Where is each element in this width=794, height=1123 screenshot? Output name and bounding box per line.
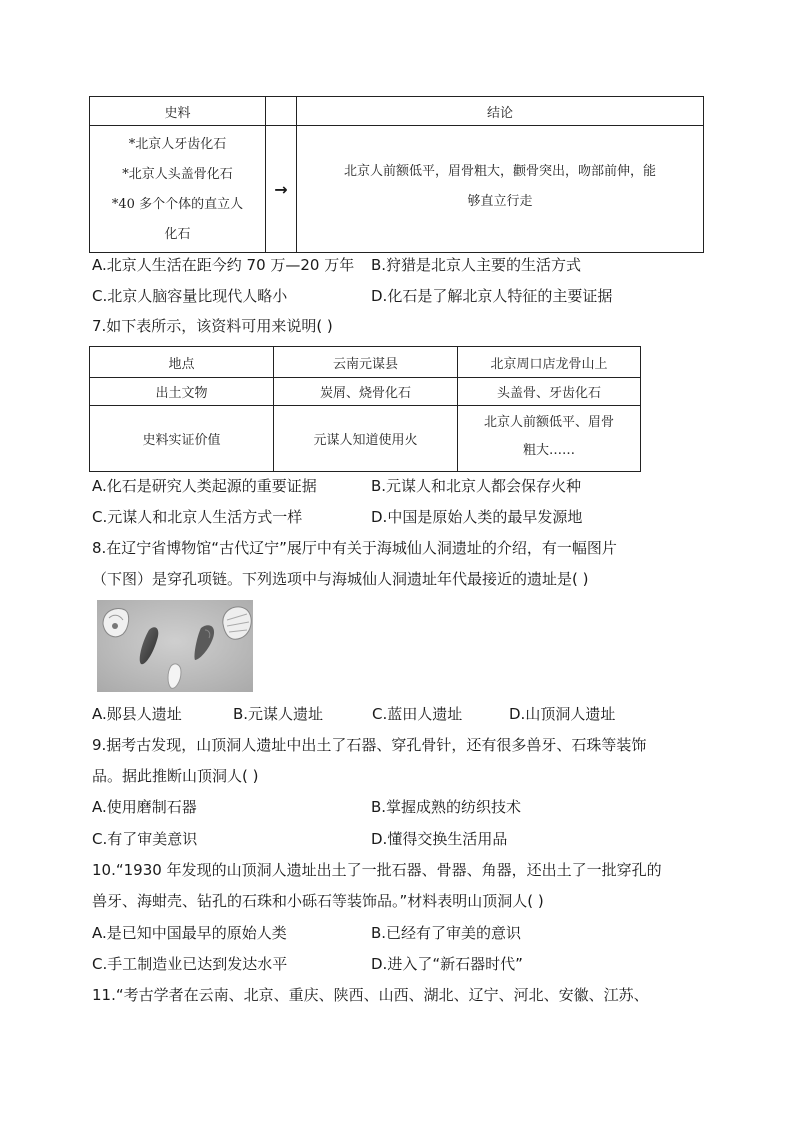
- table2-header-location: 地点: [168, 356, 195, 372]
- q10-stem-line1: 10.“1930 年发现的山顶洞人遗址出土了一批石器、骨器、角器，还出土了一批穿孔的: [92, 861, 662, 879]
- table2-row1-zhoukoudian: 头盖骨、牙齿化石: [496, 386, 601, 401]
- q10-stem-line2: 兽牙、海蚶壳、钻孔的石珠和小砾石等装饰品。”材料表明山顶洞人( ): [92, 892, 544, 910]
- perforated-necklace-photo: [97, 600, 253, 692]
- q9-option-b: B.掌握成熟的纺织技术: [371, 798, 522, 816]
- q8-option-b: B.元谋人遗址: [233, 705, 324, 723]
- q9-stem-line2: 品。据此推断山顶洞人( ): [92, 767, 259, 785]
- q7-option-c: C.元谋人和北京人生活方式一样: [92, 508, 303, 526]
- table2-row2-label: 史料实证价值: [142, 433, 221, 448]
- q6-option-a: A.北京人生活在距今约 70 万—20 万年: [92, 256, 355, 274]
- q9-option-a: A.使用磨制石器: [92, 798, 197, 816]
- q10-option-c: C.手工制造业已达到发达水平: [92, 955, 288, 973]
- q8-option-c: C.蓝田人遗址: [372, 705, 463, 723]
- arrow-icon: →: [274, 179, 288, 199]
- q11-stem-line1: 11.“考古学者在云南、北京、重庆、陕西、山西、湖北、辽宁、河北、安徽、江苏、: [92, 986, 649, 1004]
- table2-header-yuanmou: 云南元谋县: [332, 356, 398, 372]
- q7-stem: 7.如下表所示，该资料可用来说明( ): [92, 317, 333, 335]
- table2-row2-zhoukoudian: 北京人前额低平、眉骨 粗大……: [483, 415, 614, 458]
- q9-option-c: C.有了审美意识: [92, 830, 198, 848]
- q7-option-b: B.元谋人和北京人都会保存火种: [371, 477, 582, 495]
- q7-option-d: D.中国是原始人类的最早发源地: [371, 508, 583, 526]
- q6-option-b: B.狩猎是北京人主要的生活方式: [371, 256, 582, 274]
- q8-stem-line2: （下图）是穿孔项链。下列选项中与海城仙人洞遗址年代最接近的遗址是( ): [92, 570, 589, 588]
- q10-option-a: A.是已知中国最早的原始人类: [92, 924, 287, 942]
- q7-option-a: A.化石是研究人类起源的重要证据: [92, 477, 317, 495]
- q10-option-d: D.进入了“新石器时代”: [371, 955, 523, 973]
- q8-option-d: D.山顶洞人遗址: [509, 705, 616, 723]
- table1-source-item: *北京人牙齿化石: [128, 137, 227, 152]
- table1-conclusion-line1: 北京人前额低平，眉骨粗大，颧骨突出，吻部前伸，能: [343, 164, 656, 179]
- q6-option-d: D.化石是了解北京人特征的主要证据: [371, 287, 613, 305]
- table1-header-right: 结论: [486, 105, 513, 121]
- table1-source-item: *40 多个个体的直立人: [111, 197, 244, 212]
- table2-row1-yuanmou: 炭屑、烧骨化石: [319, 386, 411, 401]
- table1-source-item: *北京人头盖骨化石: [122, 167, 233, 182]
- q9-option-d: D.懂得交换生活用品: [371, 830, 508, 848]
- table2-header-zhoukoudian: 北京周口店龙骨山上: [490, 356, 608, 372]
- q8-stem-line1: 8.在辽宁省博物馆“古代辽宁”展厅中有关于海城仙人洞遗址的介绍，有一幅图片: [92, 539, 617, 557]
- q8-option-a: A.郧县人遗址: [92, 705, 182, 723]
- q9-stem-line1: 9.据考古发现，山顶洞人遗址中出土了石器、穿孔骨针，还有很多兽牙、石珠等装饰: [92, 736, 647, 754]
- q10-option-b: B.已经有了审美的意识: [371, 924, 522, 942]
- table1-source-item: 化石: [164, 227, 191, 242]
- table2-row1-label: 出土文物: [155, 386, 208, 401]
- table2-row2-yuanmou: 元谋人知道使用火: [313, 433, 418, 448]
- q6-option-c: C.北京人脑容量比现代人略小: [92, 287, 288, 305]
- table1-conclusion-line2: 够直立行走: [467, 194, 533, 209]
- table1-header-left: 史料: [164, 105, 191, 121]
